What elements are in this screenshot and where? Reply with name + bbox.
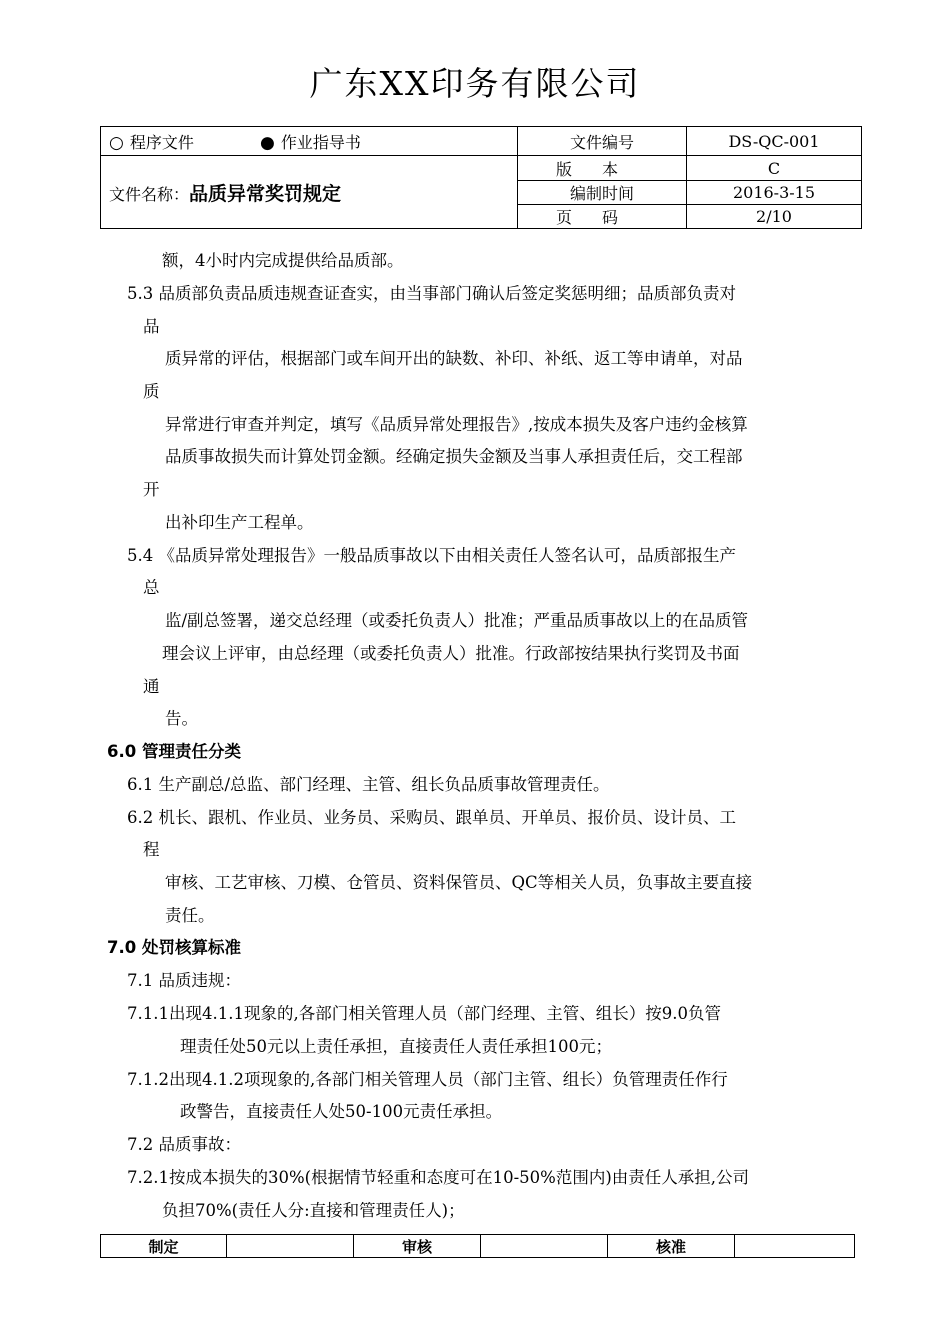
file-number-label: 文件编号 bbox=[518, 127, 687, 156]
paragraph-line: 通 bbox=[143, 677, 160, 696]
approved-value bbox=[735, 1235, 855, 1258]
paragraph-line: 6.1 生产副总/总监、部门经理、主管、组长负品质事故管理责任。 bbox=[127, 775, 610, 794]
document-name-value: 品质异常奖罚规定 bbox=[189, 182, 342, 205]
document-header-table bbox=[100, 126, 862, 229]
page-value: 2/10 bbox=[687, 205, 862, 229]
paragraph-line: 品 bbox=[143, 317, 160, 336]
paragraph-line: 异常进行审查并判定，填写《品质异常处理报告》,按成本损失及客户违约金核算 bbox=[165, 415, 748, 434]
approved-label: 核准 bbox=[608, 1235, 735, 1258]
paragraph-line: 7.1.1出现4.1.1现象的,各部门相关管理人员（部门经理、主管、组长）按9.0负管 bbox=[127, 1004, 721, 1023]
paragraph-line: 5.3 品质部负责品质违规查证查实，由当事部门确认后签定奖惩明细；品质部负责对 bbox=[127, 284, 736, 303]
paragraph-line: 政警告，直接责任人处50-100元责任承担。 bbox=[180, 1102, 503, 1121]
version-value: C bbox=[687, 156, 862, 181]
prepared-label: 制定 bbox=[101, 1235, 227, 1258]
paragraph-line: 监/副总签署，递交总经理（或委托负责人）批准；严重品质事故以上的在品质管 bbox=[165, 611, 749, 630]
version-label: 版本 bbox=[518, 156, 687, 181]
paragraph-line: 品质事故损失而计算处罚金额。经确定损失金额及当事人承担责任后，交工程部 bbox=[165, 447, 743, 466]
section-heading: 7.0 处罚核算标准 bbox=[107, 938, 241, 957]
radio-filled-icon: ● bbox=[260, 132, 275, 153]
paragraph-line: 质异常的评估，根据部门或车间开出的缺数、补印、补纸、返工等申请单，对品 bbox=[165, 349, 743, 368]
radio-instruction-label: 作业指导书 bbox=[280, 132, 361, 152]
paragraph-line: 责任。 bbox=[165, 906, 215, 925]
document-type-options bbox=[101, 127, 518, 156]
radio-empty-icon: ○ bbox=[109, 132, 124, 153]
paragraph-line: 7.2 品质事故： bbox=[127, 1135, 241, 1154]
paragraph-line: 理会议上评审，由总经理（或委托负责人）批准。行政部按结果执行奖罚及书面 bbox=[162, 644, 740, 663]
paragraph-line: 7.2.1按成本损失的30%(根据情节轻重和态度可在10-50%范围内)由责任人承担,公司 bbox=[127, 1168, 750, 1187]
signoff-table bbox=[100, 1234, 855, 1258]
paragraph-line: 程 bbox=[143, 840, 160, 859]
paragraph-line: 5.4 《品质异常处理报告》一般品质事故以下由相关责任人签名认可，品质部报生产 bbox=[127, 546, 736, 565]
paragraph-line: 出补印生产工程单。 bbox=[165, 513, 314, 532]
company-title: 广东XX印务有限公司 bbox=[309, 64, 641, 103]
paragraph-line: 理责任处50元以上责任承担，直接责任人责任承担100元； bbox=[180, 1037, 612, 1056]
paragraph-line: 开 bbox=[143, 480, 160, 499]
paragraph-line: 7.1 品质违规： bbox=[127, 971, 241, 990]
document-name-label: 文件名称： bbox=[109, 184, 190, 204]
paragraph-line: 7.1.2出现4.1.2项现象的,各部门相关管理人员（部门主管、组长）负管理责任作行 bbox=[127, 1070, 728, 1089]
paragraph-line: 总 bbox=[143, 578, 160, 597]
paragraph-line: 6.2 机长、跟机、作业员、业务员、采购员、跟单员、开单员、报价员、设计员、工 bbox=[127, 808, 736, 827]
reviewed-value bbox=[481, 1235, 608, 1258]
paragraph-line: 额，4小时内完成提供给品质部。 bbox=[162, 251, 404, 270]
prepared-value bbox=[227, 1235, 354, 1258]
reviewed-label: 审核 bbox=[354, 1235, 481, 1258]
document-name-cell bbox=[101, 156, 518, 229]
paragraph-line: 质 bbox=[143, 382, 160, 401]
paragraph-line: 审核、工艺审核、刀模、仓管员、资料保管员、QC等相关人员，负事故主要直接 bbox=[165, 873, 753, 892]
file-number-value: DS-QC-001 bbox=[687, 127, 862, 156]
radio-program-label: 程序文件 bbox=[129, 132, 194, 152]
compile-date-value: 2016-3-15 bbox=[687, 181, 862, 205]
paragraph-line: 负担70%(责任人分:直接和管理责任人)； bbox=[162, 1201, 465, 1220]
section-heading: 6.0 管理责任分类 bbox=[107, 742, 241, 761]
compile-date-label: 编制时间 bbox=[518, 181, 687, 205]
paragraph-line: 告。 bbox=[165, 709, 198, 728]
page-label: 页码 bbox=[518, 205, 687, 229]
